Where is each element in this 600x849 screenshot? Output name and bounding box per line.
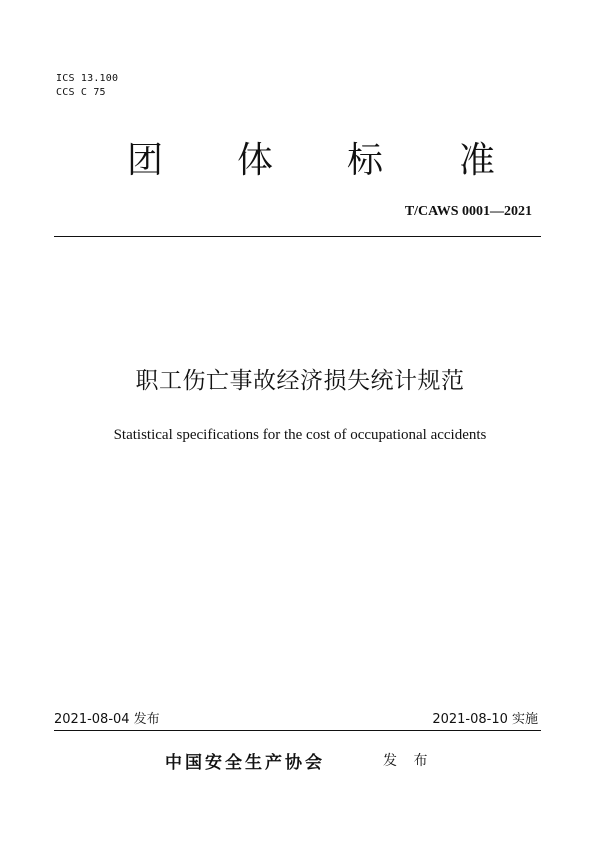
standard-type-char-2: 体	[236, 140, 273, 181]
standard-type-char-3: 标	[346, 140, 383, 181]
standard-type-heading	[0, 136, 600, 186]
classification-codes	[56, 72, 118, 100]
top-divider	[54, 236, 541, 237]
ccs-code: CCS C 75	[56, 87, 106, 98]
title-english: Statistical specifications for the cost of occupational accidents	[113, 427, 487, 443]
standard-type-char-4: 准	[458, 140, 495, 181]
bottom-divider	[54, 730, 541, 731]
publish-label: 发 布	[383, 753, 434, 769]
publisher-name: 中国安全生产协会	[165, 753, 325, 773]
implementation-date: 2021-08-10 实施	[432, 712, 538, 727]
title-chinese: 职工伤亡事故经济损失统计规范	[135, 368, 465, 394]
standard-number: T/CAWS 0001—2021	[404, 204, 532, 219]
ics-code: ICS 13.100	[56, 73, 119, 84]
standard-type-char-1: 团	[126, 140, 163, 181]
release-date: 2021-08-04 发布	[54, 712, 160, 727]
